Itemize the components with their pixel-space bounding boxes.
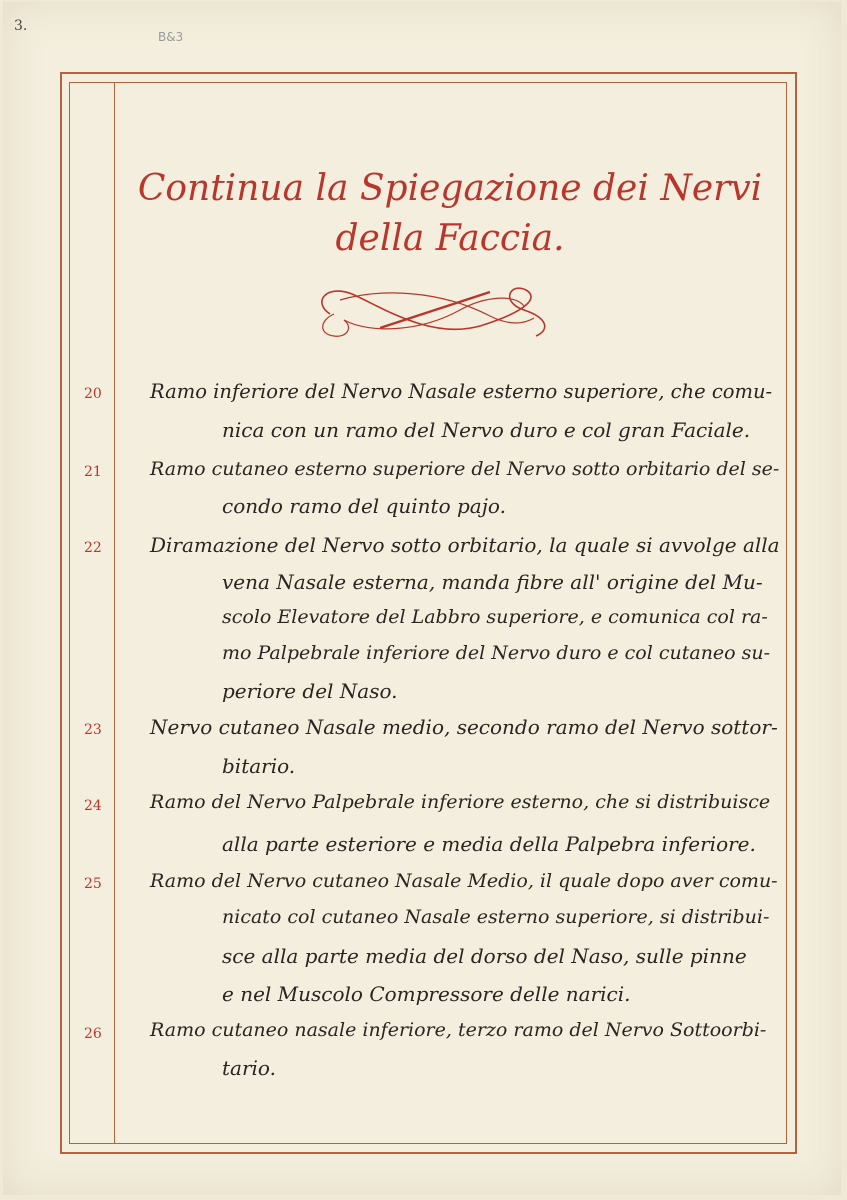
entry-line: e nel Muscolo Compressore delle narici. (222, 982, 631, 1006)
entry-line: nicato col cutaneo Nasale esterno superiore, si distribui- (222, 906, 770, 928)
pencil-mark: B&3 (158, 30, 184, 44)
entry-line: Nervo cutaneo Nasale medio, secondo ramo del Nervo sottor- (150, 715, 778, 739)
entry-line: Ramo del Nervo cutaneo Nasale Medio, il quale dopo aver comu- (150, 870, 778, 892)
entry-number: 22 (84, 540, 102, 556)
entry-number: 24 (84, 798, 102, 814)
entry-line: periore del Naso. (222, 679, 398, 703)
entry-number: 23 (84, 722, 102, 738)
entry-line: Diramazione del Nervo sotto orbitario, la quale si avvolge alla (150, 533, 780, 557)
title-line-2: della Faccia. (335, 218, 565, 259)
entry-line: scolo Elevatore del Labbro superiore, e comunica col ra- (222, 606, 768, 628)
entry-line: tario. (222, 1056, 276, 1080)
entry-line: vena Nasale esterna, manda fibre all' origine del Mu- (222, 570, 763, 594)
entry-number: 21 (84, 464, 102, 480)
entry-line: Ramo del Nervo Palpebrale inferiore esterno, che si distribuisce (150, 791, 771, 813)
entry-line: Ramo cutaneo esterno superiore del Nervo sotto orbitario del se- (150, 458, 780, 480)
page-number: 3. (14, 18, 28, 34)
entry-line: bitario. (222, 754, 296, 778)
entry-line: condo ramo del quinto pajo. (222, 494, 506, 518)
entry-line: Ramo cutaneo nasale inferiore, terzo ramo del Nervo Sottoorbi- (150, 1019, 767, 1041)
entry-line: sce alla parte media del dorso del Naso, sulle pinne (222, 944, 747, 968)
flourish-ornament-icon (310, 280, 550, 342)
entry-line: Ramo inferiore del Nervo Nasale esterno superiore, che comu- (150, 380, 773, 403)
entry-line: nica con un ramo del Nervo duro e col gran Faciale. (222, 418, 751, 442)
entry-line: mo Palpebrale inferiore del Nervo duro e col cutaneo su- (222, 642, 771, 664)
entry-number: 26 (84, 1026, 102, 1042)
entry-number: 25 (84, 876, 102, 892)
title-line-1: Continua la Spiegazione dei Nervi (137, 168, 763, 209)
entry-line: alla parte esteriore e media della Palpebra inferiore. (222, 832, 756, 856)
entry-number: 20 (84, 386, 102, 402)
